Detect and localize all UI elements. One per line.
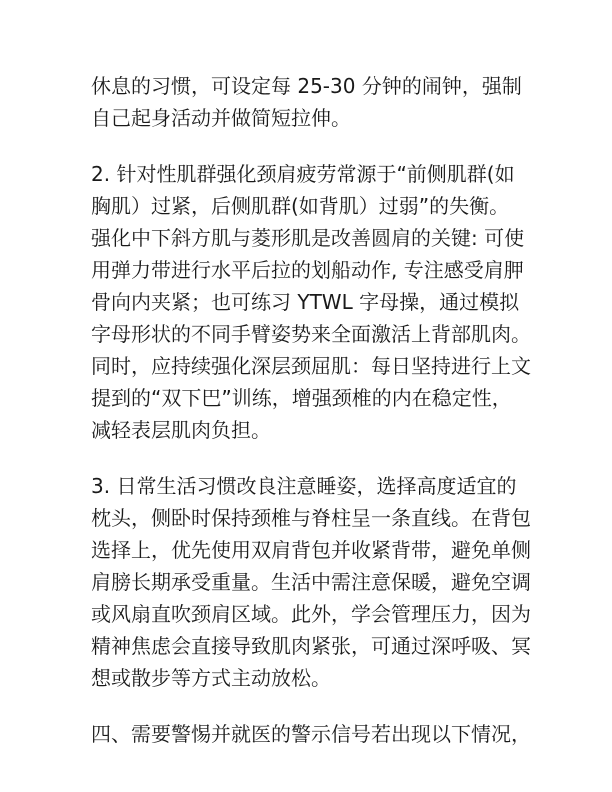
text-line: 肩膀长期承受重量。生活中需注意保暖，避免空调	[91, 570, 531, 594]
paragraph-daily-habits	[91, 470, 531, 694]
text-line: 2. 针对性肌群强化颈肩疲劳常源于“前侧肌群(如	[91, 162, 515, 186]
text-line: 提到的“双下巴”训练，增强颈椎的内在稳定性，	[91, 386, 512, 410]
text-line: 减轻表层肌肉负担。	[91, 418, 271, 442]
text-line: 休息的习惯，可设定每 25-30 分钟的闹钟，强制	[91, 74, 522, 98]
text-line: 同时，应持续强化深层颈屈肌：每日坚持进行上文	[91, 354, 531, 378]
text-line: 骨向内夹紧；也可练习 YTWL 字母操，通过模拟	[91, 290, 520, 314]
text-line: 用弹力带进行水平后拉的划船动作, 专注感受肩胛	[91, 258, 524, 282]
text-line: 想或散步等方式主动放松。	[91, 666, 331, 690]
text-line: 强化中下斜方肌与菱形肌是改善圆肩的关键: 可使	[91, 226, 525, 250]
document-body	[91, 70, 531, 750]
section-heading-warning-signs	[91, 718, 531, 750]
paragraph-muscle-strengthening	[91, 158, 531, 446]
text-line: 胸肌）过紧，后侧肌群(如背肌）过弱”的失衡。	[91, 194, 510, 218]
text-line: 枕头，侧卧时保持颈椎与脊柱呈一条直线。在背包	[91, 506, 531, 530]
text-line: 3. 日常生活习惯改良注意睡姿，选择高度适宜的	[91, 474, 517, 498]
text-line: 四、需要警惕并就医的警示信号若出现以下情况，	[91, 722, 531, 746]
text-line: 或风扇直吹颈肩区域。此外，学会管理压力，因为	[91, 602, 531, 626]
paragraph-rest-habit	[91, 70, 531, 134]
text-line: 精神焦虑会直接导致肌肉紧张，可通过深呼吸、冥	[91, 634, 531, 658]
text-line: 自己起身活动并做简短拉伸。	[91, 106, 351, 130]
text-line: 选择上，优先使用双肩背包并收紧背带，避免单侧	[91, 538, 531, 562]
text-line: 字母形状的不同手臂姿势来全面激活上背部肌肉。	[91, 322, 531, 346]
